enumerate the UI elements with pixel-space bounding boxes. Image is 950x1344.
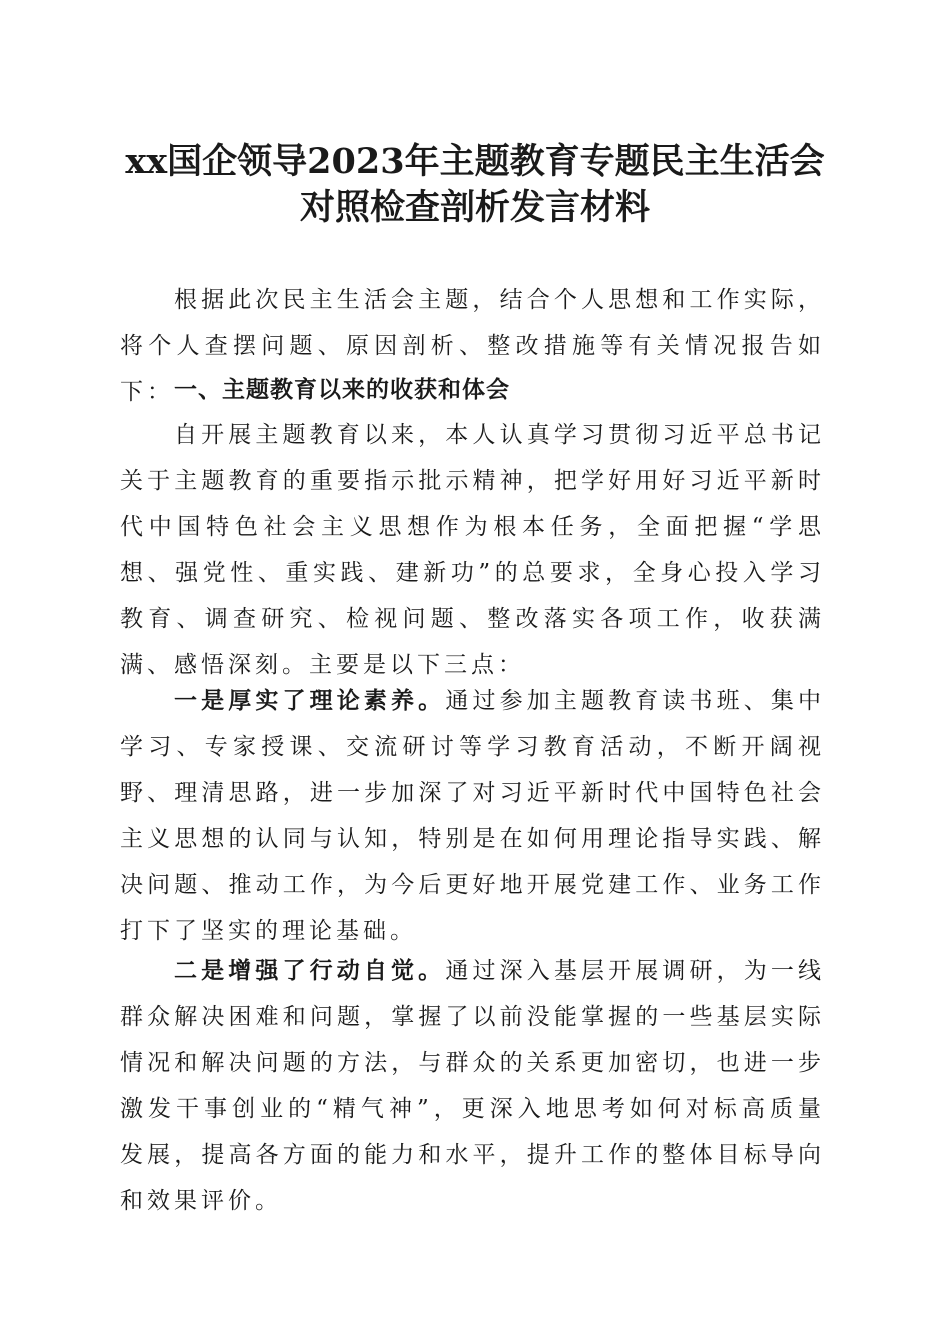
point-one-paragraph [120, 678, 825, 954]
point-two-lead: 二是增强了行动自觉。 [174, 957, 446, 984]
document-title-line1: xx国企领导2023年主题教育专题民主生活会 [125, 141, 825, 182]
point-one-lead: 一是厚实了理论素养。 [174, 687, 446, 714]
document-title-line2: 对照检查剖析发言材料 [299, 187, 650, 228]
point-two-text: 通过深入基层开展调研，为一线群众解决困难和问题，掌握了以前没能掌握的一些基层实际情况和解决问题的方法，与群众的关系更加密切，也进一步激发干事创业的“精气神”，更深入地思考如何对标高质量发展，提高各方面的能力和水平，提升工作的整体目标导向和效果评价。 [120, 958, 826, 1214]
point-two-paragraph [120, 948, 825, 1224]
point-one-text: 通过参加主题教育读书班、集中学习、专家授课、交流研讨等学习教育活动，不断开阔视野、理清思路，进一步加深了对习近平新时代中国特色社会主义思想的认同与认知，特别是在如何用理论指导实践、解决问题、推动工作，为今后更好地开展党建工作、业务工作打下了坚实的理论基础。 [120, 688, 826, 944]
section-paragraph: 自开展主题教育以来，本人认真学习贯彻习近平总书记关于主题教育的重要指示批示精神，把学好用好习近平新时代中国特色社会主义思想作为根本任务，全面把握“学思想、强党性、重实践、建新功”的总要求，全身心投入学习教育、调查研究、检视问题、整改落实各项工作，收获满满、感悟深刻。主要是以下三点： [120, 422, 825, 678]
intro-paragraph: 根据此次民主生活会主题，结合个人思想和工作实际，将个人查摆问题、原因剖析、整改措施等有关情况报告如下： [120, 287, 825, 405]
section-heading: 一、主题教育以来的收获和体会 [174, 377, 510, 403]
